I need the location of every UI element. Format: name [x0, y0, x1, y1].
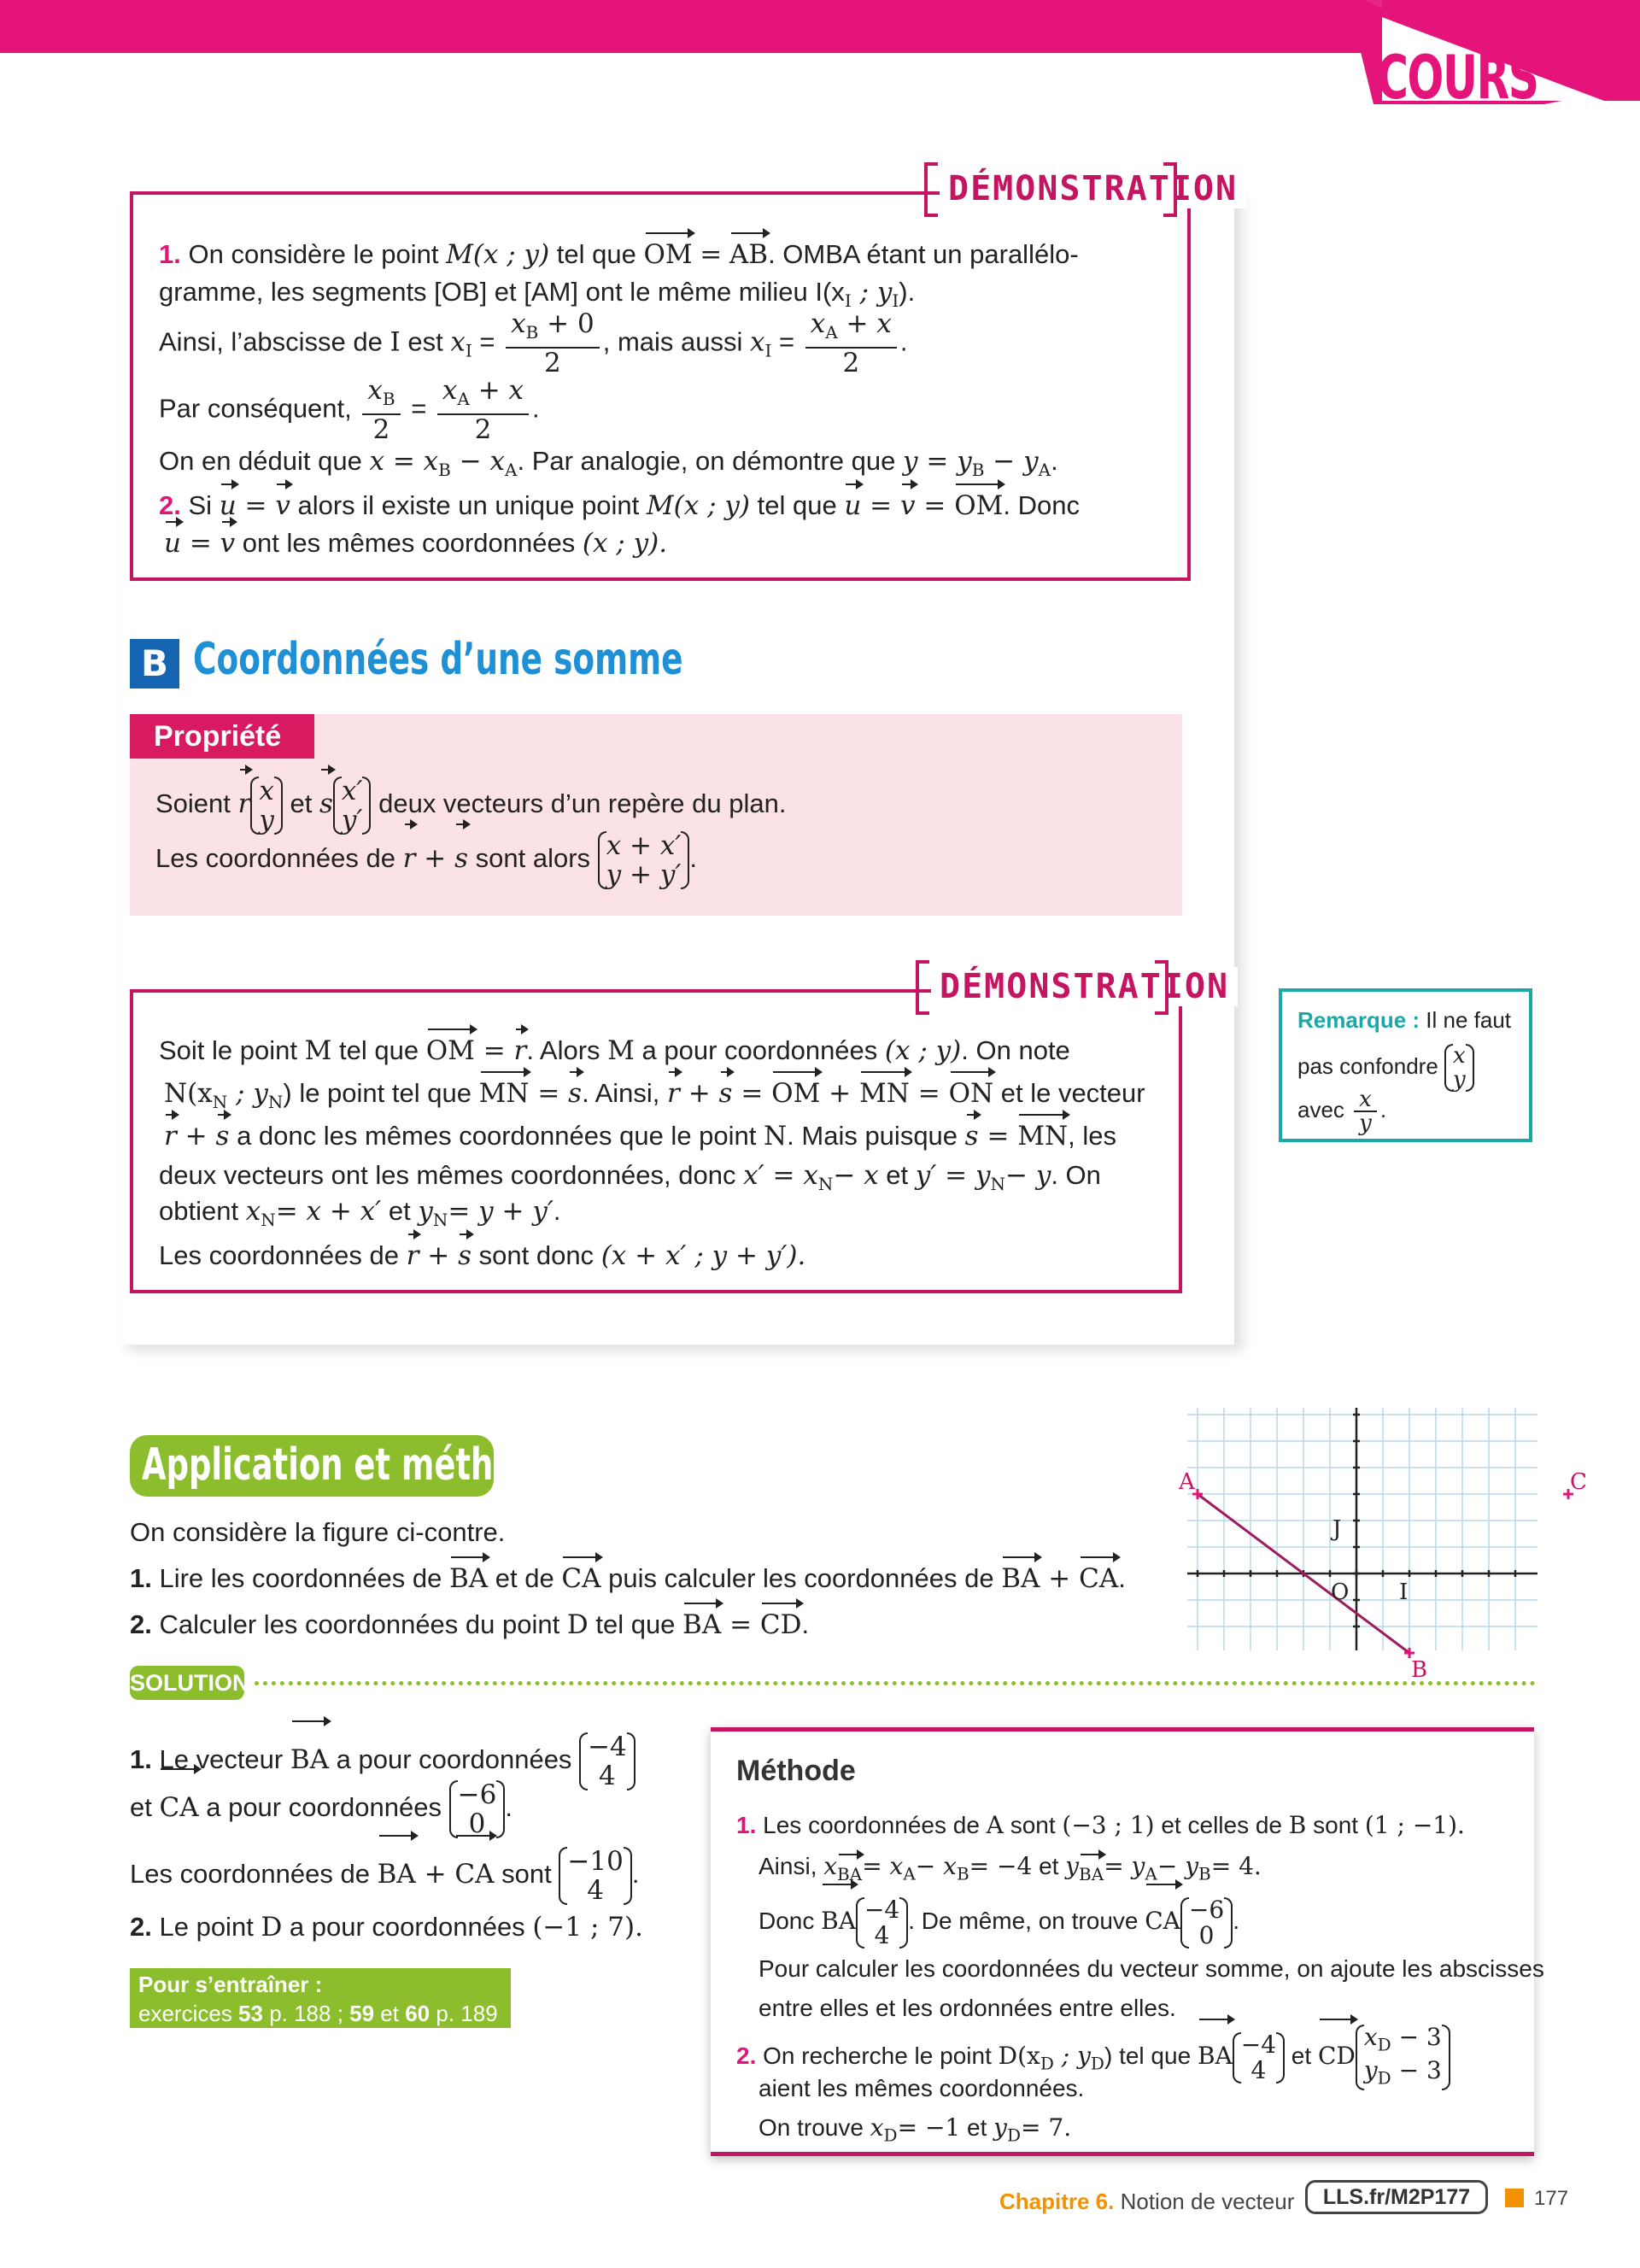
math: y [1453, 1067, 1466, 1093]
text: et [374, 2001, 406, 2026]
footer-square-icon [1505, 2189, 1524, 2207]
text: p. 189 [430, 2001, 498, 2026]
math: 2 [544, 348, 561, 379]
text: et [886, 1160, 909, 1190]
math: I [390, 326, 401, 358]
vector-r: r [238, 774, 251, 834]
math: + x [837, 308, 892, 339]
text: , les [1068, 1121, 1117, 1151]
math: = y [1104, 1852, 1145, 1880]
math: y′ [341, 804, 363, 835]
math: = x [862, 1852, 904, 1880]
item-number: 2. [130, 1609, 152, 1639]
math: 0 [468, 1808, 486, 1839]
subscript: I [892, 290, 899, 312]
method-line-2: Ainsi, $x_{BA}= x_A- x_B= -4$ et $y_{BA}= y_A- y_B= 4$. [758, 1851, 1262, 1890]
math: B [1288, 1811, 1307, 1839]
application-title: Application et méthode [142, 1439, 559, 1491]
practice-title: Pour s’entraîner : [138, 1972, 323, 1997]
property-line-2: Les coordonnées de r + s sont alors x + x′ y + y′ . [155, 829, 698, 890]
vector-om: OM [643, 239, 693, 270]
column-r [250, 777, 283, 835]
math: y + y′ [606, 859, 682, 890]
text: avec [1297, 1097, 1344, 1122]
math: x [1363, 2023, 1378, 2052]
text: Les coordonnées de [130, 1859, 370, 1889]
label-c: C [1570, 1469, 1587, 1495]
text: est [407, 326, 443, 357]
text: . Ainsi, [582, 1078, 660, 1108]
math: −10 [567, 1845, 624, 1877]
math: −6 [457, 1779, 497, 1810]
solution-line-1: 1. Le vecteur BA a pour coordonnées −4 4 [130, 1726, 636, 1794]
text: Le point [159, 1912, 254, 1942]
page-number: 177 [1534, 2187, 1569, 2210]
subscript: I [844, 290, 852, 312]
text: tel que [757, 490, 837, 520]
math: N(x [164, 1078, 213, 1109]
solution-line-3: Les coordonnées de BA + CA sont −10 4 . [130, 1840, 639, 1908]
math: y [259, 804, 274, 835]
text: a pour coordonnées [289, 1912, 525, 1942]
text: . On [1051, 1160, 1101, 1190]
math: −4 [588, 1731, 627, 1762]
footer-link[interactable]: LLS.fr/M2P177 [1305, 2180, 1488, 2214]
title-bracket-right [1163, 162, 1177, 217]
title-bracket-right [1155, 960, 1168, 1015]
text: tel que [1119, 2042, 1192, 2069]
vector-s: s [319, 774, 333, 834]
text: , mais aussi [602, 326, 743, 357]
text: Soient [155, 788, 231, 818]
text: et [388, 1196, 411, 1226]
text: Ainsi, [758, 1853, 817, 1879]
math: M [304, 1035, 332, 1066]
math: = −4 [969, 1852, 1033, 1880]
section-label: COURS [1377, 43, 1538, 113]
footer-chapter [999, 2189, 1294, 2215]
text: sont [1010, 1812, 1056, 1838]
text: sont donc [478, 1240, 594, 1270]
subscript: B [525, 322, 539, 343]
practice-exercises [138, 1999, 502, 2028]
text: et [1291, 2042, 1312, 2069]
math: − y [1004, 1160, 1051, 1191]
text: et [1039, 1853, 1059, 1879]
solution-tag: SOLUTION [130, 1666, 244, 1700]
item-number: 1. [159, 239, 181, 269]
text: deux vecteurs d’un repère du plan. [378, 788, 787, 818]
math: = [700, 239, 723, 270]
vector-ab: AB [729, 239, 769, 270]
math: y [1359, 1111, 1372, 1137]
title-bracket-left [924, 162, 938, 217]
math: x = x [369, 446, 439, 477]
text: sont [501, 1859, 552, 1889]
text: deux vecteurs ont les mêmes coordonnées, donc [159, 1160, 736, 1190]
math: = x + x′ [275, 1196, 382, 1227]
section-b-badge: B [130, 639, 179, 689]
property-tag: Propriété [130, 714, 314, 759]
math: − x [915, 1852, 957, 1880]
math: M(x ; y) [646, 490, 751, 521]
text: On considère le point [188, 239, 439, 269]
math: x [1453, 1043, 1466, 1070]
text: tel que [556, 239, 636, 269]
method-line-3: Donc BA −4 4 . De même, on trouve CA −6 0 . [758, 1889, 1239, 1954]
demo2-line-5: obtient $x_N= x + x'$ et $y_N= y + y'$. [159, 1196, 561, 1231]
math: D [566, 1609, 589, 1640]
text: a donc les mêmes coordonnées que le point [237, 1121, 757, 1151]
column-xy [1444, 1044, 1474, 1092]
text: Par conséquent, [159, 393, 352, 424]
item-number: 1. [736, 1812, 757, 1838]
math: 4 [599, 1760, 616, 1791]
math: (−1 ; 7). [532, 1912, 643, 1943]
text: ). [899, 277, 916, 307]
application-question-1: 1. Lire les coordonnées de BA et de CA puis calculer les coordonnées de BA + CA. [130, 1563, 1126, 1594]
item-number: 1. [130, 1563, 152, 1593]
text: . Alors [526, 1035, 600, 1065]
fraction-x-over-y [1354, 1087, 1377, 1137]
math: − 3 [1391, 2055, 1442, 2084]
math: y = y [903, 446, 972, 477]
math: M(x ; y) [446, 239, 550, 270]
text: On en déduit que [159, 446, 362, 476]
demo1-line-3: Ainsi, l’abscisse de I est $x_I$ = $\frac{x_B + 0}{2}$ , mais aussi $x_I$ = $\frac{x_A + x}{2}$ . [159, 308, 908, 379]
text: et [130, 1792, 152, 1822]
practice-box[interactable] [130, 1968, 511, 2028]
math: = 7. [1021, 2113, 1072, 2142]
math: 4 [587, 1874, 604, 1906]
method-box [711, 1727, 1544, 2156]
text: Les coordonnées de [155, 843, 395, 873]
text: puis calculer les coordonnées de [608, 1563, 994, 1593]
math: x′ [341, 775, 363, 806]
text: et [290, 788, 313, 818]
demo2-line-4: deux vecteurs ont les mêmes coordonnées, donc $x' = x_N- x$ et $y' = y_N- y$. On [159, 1160, 1101, 1195]
header-bar [0, 0, 1367, 53]
demo2-line-2: $N(x_N$ ; $y_N$) le point tel que MN = s. Ainsi, r + s = OM + MN = ON et le vecteur [164, 1078, 1145, 1113]
demo2-line-3: r + s a donc les mêmes coordonnées que le point N. Mais puisque s = MN, les [164, 1121, 1117, 1152]
exercise-number[interactable]: 59 [349, 2001, 375, 2026]
item-number: 2. [159, 490, 181, 520]
demo1-line-7: u = v ont les mêmes coordonnées (x ; y). [164, 528, 668, 559]
text: . Par analogie, on démontre que [517, 446, 896, 476]
demo1-line-4: Par conséquent, $\frac{x_B}{2}$ = $\frac{x_A + x}{2}$ . [159, 375, 540, 446]
method-line-1 [736, 1810, 1465, 1841]
math: y′ = y [915, 1160, 991, 1191]
application-question-2: 2. Calculer les coordonnées du point D tel que BA = CD. [130, 1609, 810, 1640]
method-line-4: Pour calculer les coordonnées du vecteur somme, on ajoute les abscisses [758, 1955, 1544, 1982]
item-number: 2. [130, 1912, 152, 1942]
text: ont les mêmes coordonnées [242, 528, 576, 558]
text: le point tel que [299, 1078, 472, 1108]
subscript: A [825, 322, 838, 343]
demonstration-title-1: DÉMONSTRATION [940, 169, 1246, 208]
figure-grid [1187, 1408, 1538, 1650]
chapter-title: Notion de vecteur [1114, 2189, 1295, 2214]
column-ba-method-2: −4 4 [1233, 2032, 1285, 2083]
remark-line-1 [1297, 1005, 1511, 1034]
column-cd: $x_D - 3$ $y_D - 3$ [1356, 2025, 1450, 2090]
demo1-line-6: 2. Si u = v alors il existe un unique point M(x ; y) tel que u = v = OM. Donc [159, 490, 1080, 521]
math: A [986, 1811, 1004, 1839]
column-ba [579, 1732, 636, 1790]
column-s [333, 777, 372, 835]
math: = 4. [1210, 1852, 1262, 1880]
text: a pour coordonnées [641, 1035, 878, 1065]
text: a pour coordonnées [336, 1744, 572, 1774]
math: x′ = x [743, 1160, 818, 1191]
text: . Mais puisque [787, 1121, 958, 1151]
method-title: Méthode [736, 1755, 856, 1787]
section-b-title: Coordonnées d’une somme [193, 634, 683, 685]
text: p. 188 ; [262, 2001, 350, 2026]
demo1-line-1 [159, 237, 1079, 272]
label-b: B [1411, 1657, 1428, 1683]
text: a pour coordonnées [206, 1792, 442, 1822]
remark-line-3: avec $\frac{x}{y}$ . [1297, 1087, 1387, 1137]
text: Calculer les coordonnées du point [159, 1609, 560, 1639]
math: x [1354, 1088, 1377, 1112]
math: D [261, 1912, 283, 1943]
text: . OMBA étant un parallélo- [768, 239, 1079, 269]
text: et de [495, 1563, 554, 1593]
math: D(x [998, 2042, 1040, 2070]
solution-dotted-line [255, 1681, 1536, 1685]
fraction-xi-2 [805, 309, 897, 378]
title-bracket-left [916, 960, 929, 1015]
exercise-number[interactable]: 60 [405, 2001, 430, 2026]
text: pas confondre [1297, 1053, 1438, 1079]
text: Il ne faut [1420, 1007, 1512, 1033]
label-i: I [1399, 1579, 1409, 1605]
figure-axes [1187, 1408, 1538, 1650]
math: − x [833, 1160, 879, 1191]
math: = −1 [897, 2113, 961, 2142]
text: sont [1313, 1812, 1359, 1838]
demonstration-title-2: DÉMONSTRATION [931, 967, 1238, 1006]
method-line-6: 2. On recherche le point $D(x_D$ ; $y_D$) tel que BA −4 4 et CD $x_D - 3$ $y_D - 3$ [736, 2024, 1450, 2096]
math: x [259, 775, 274, 806]
chapter-number: Chapitre 6. [999, 2189, 1115, 2214]
method-line-8: On trouve $x_D= -1$ et $y_D= 7$. [758, 2113, 1072, 2146]
remark-box [1279, 988, 1532, 1142]
text: . Donc [1003, 490, 1080, 520]
demo2-line-1: Soit le point M tel que OM = r. Alors M a pour coordonnées (x ; y). On note [159, 1035, 1070, 1066]
column-ca [449, 1780, 506, 1838]
text: tel que [339, 1035, 419, 1065]
math: (1 ; −1). [1364, 1811, 1465, 1839]
text: Soit le point [159, 1035, 297, 1065]
text: alors il existe un unique point [297, 490, 640, 520]
fraction-xb: $\frac{x_B}{2}$ [362, 376, 400, 444]
text: Ainsi, l’abscisse de [159, 326, 383, 357]
text: On trouve [758, 2114, 864, 2141]
text: Les coordonnées de [159, 1240, 399, 1270]
label-j: J [1332, 1516, 1342, 1542]
demo1-line-5: On en déduit que $x = x_B - x_A$. Par analogie, on démontre que $y = y_B - y_A$. [159, 446, 1058, 481]
text: On recherche le point [763, 2042, 992, 2069]
math: + 0 [538, 308, 594, 339]
method-line-5: entre elles et les ordonnées entre elles. [758, 1995, 1176, 2021]
text: et celles de [1161, 1812, 1282, 1838]
remark-label: Remarque : [1297, 1007, 1420, 1033]
math: − 3 [1391, 2023, 1442, 2052]
fraction-xa-x: $\frac{x_A + x}{2}$ [437, 376, 529, 444]
math: x + x′ [606, 829, 682, 861]
column-sum [598, 831, 690, 889]
fraction-xi-1 [506, 309, 600, 378]
coordinate-figure [1179, 1401, 1587, 1683]
label-o: O [1331, 1579, 1350, 1605]
solution-line-4 [130, 1910, 643, 1944]
math: (x + x′ ; y + y′). [600, 1240, 806, 1271]
math: x [511, 308, 526, 339]
text: Si [188, 490, 213, 520]
item-number: 1. [130, 1744, 152, 1774]
math: − y [1157, 1852, 1199, 1880]
text: tel que [595, 1609, 676, 1639]
math: (−3 ; 1) [1062, 1811, 1155, 1839]
text: Donc [758, 1908, 815, 1934]
demo2-line-6: Les coordonnées de r + s sont donc (x + x′ ; y + y′). [159, 1240, 806, 1271]
column-ca-method: −6 0 [1180, 1897, 1233, 1949]
property-line-1 [155, 774, 786, 835]
text: exercices [138, 2001, 239, 2026]
text: . De même, on trouve [908, 1908, 1139, 1934]
text: et [967, 2114, 987, 2141]
math: x [810, 308, 826, 339]
text: et le vecteur [1000, 1078, 1145, 1108]
math: 2 [842, 348, 860, 379]
math: x [450, 326, 466, 358]
text: obtient [159, 1196, 239, 1226]
math: (x ; y). [582, 528, 668, 559]
item-number: 2. [736, 2042, 757, 2069]
label-a: A [1179, 1469, 1195, 1495]
math: y [1363, 2055, 1378, 2084]
math: N [764, 1121, 788, 1152]
exercise-number[interactable]: 53 [238, 2001, 263, 2026]
column-sum-solution [559, 1847, 631, 1905]
text: sont alors [475, 843, 591, 873]
text: gramme, les segments [OB] et [AM] ont le même milieu I(x [159, 277, 845, 307]
text: Lire les coordonnées de [159, 1563, 442, 1593]
text: . On note [961, 1035, 1070, 1065]
application-intro: On considère la figure ci-contre. [130, 1517, 506, 1547]
math: = y + y′ [448, 1196, 554, 1227]
math: (x ; y) [884, 1035, 962, 1066]
math: ; y [851, 277, 893, 308]
text: Le vecteur [159, 1744, 284, 1774]
column-ba-method: −4 4 [856, 1897, 908, 1949]
method-line-7: aient les mêmes coordonnées. [758, 2075, 1085, 2101]
text: Les coordonnées de [763, 1812, 980, 1838]
solution-line-2: et CA a pour coordonnées −6 0 . [130, 1773, 512, 1842]
